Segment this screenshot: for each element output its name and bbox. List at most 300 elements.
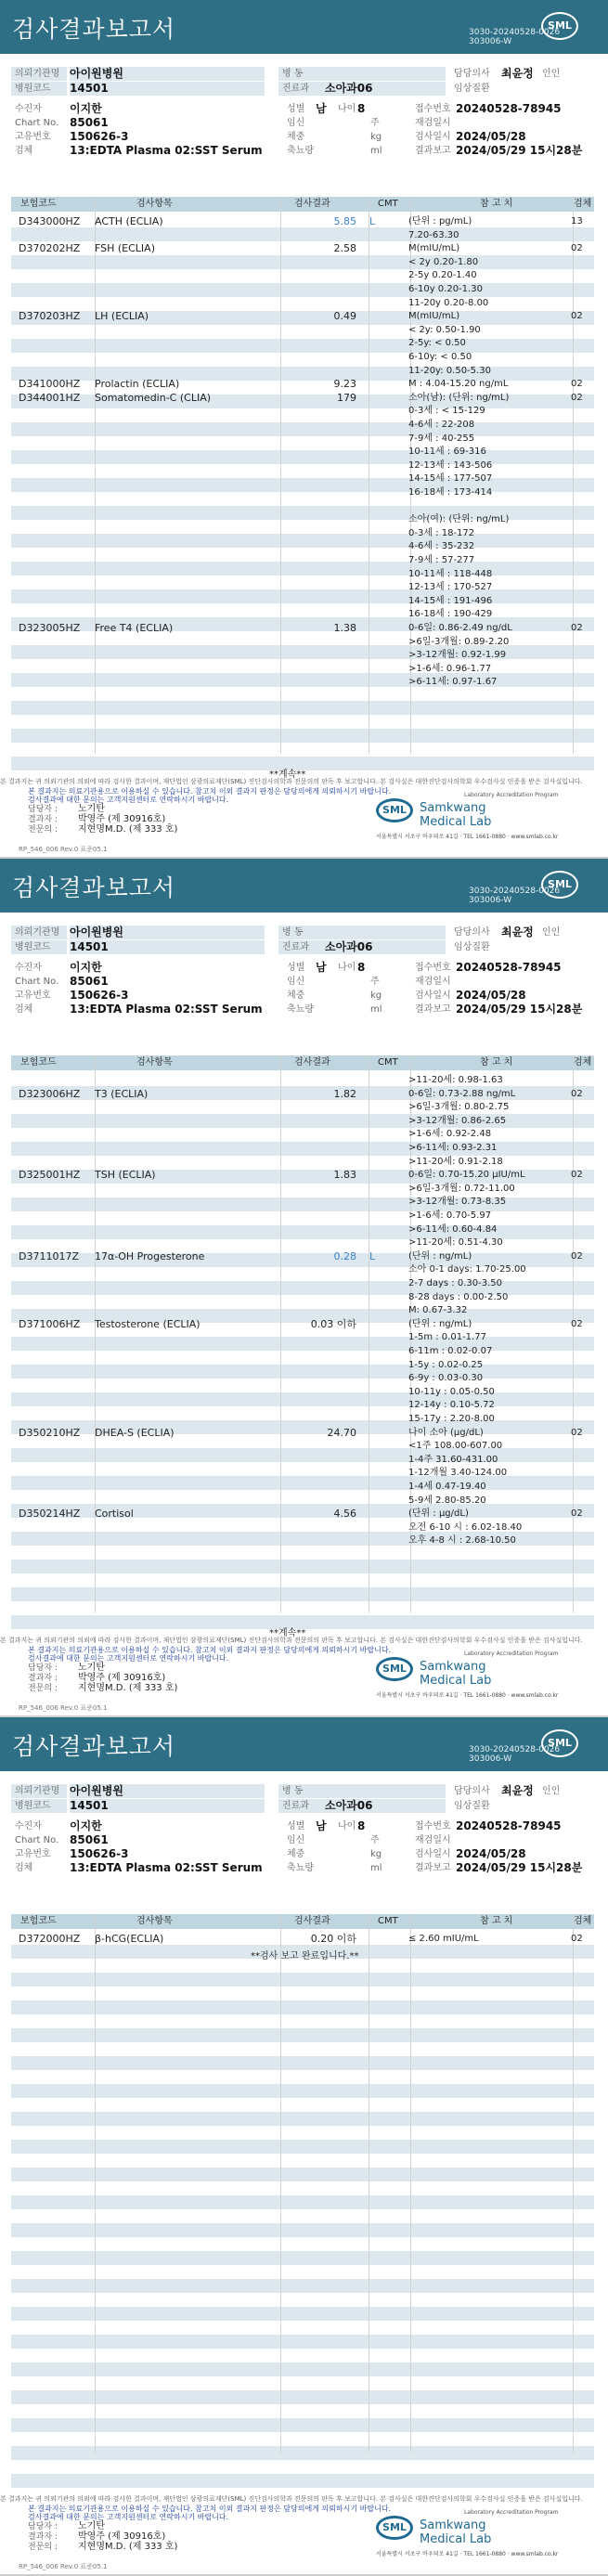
reference-line: >3-12개월: 0.86-2.65 [408,1115,507,1126]
column-divider [410,1914,411,2453]
column-header-result: 검사결과 [294,199,330,209]
column-header-chk: 검체 [574,199,592,209]
field-preg-unit: 주 [370,1835,380,1845]
reference-line: ≤ 2.60 mIU/mL [408,1934,479,1944]
test-name: TSH (ECLIA) [95,1169,156,1182]
continue-mark: **검사 보고 완료입니다.** [251,1951,359,1961]
reference-line: 16-18세 : 190-429 [408,609,493,620]
reference-line: 6-9y : 0.03-0.30 [408,1373,484,1384]
stripe-row [11,2460,594,2474]
column-header-chk: 검체 [574,1057,592,1068]
signer-doctor [28,824,177,835]
test-result: 179 [337,391,356,404]
field-urine-unit: ml [370,1004,382,1015]
reference-line: >6-11세: 0.97-1.67 [408,677,498,688]
header-code-2: 303006-W [469,1754,512,1764]
sml-logo: SML [541,12,578,40]
table-header [11,1055,594,1070]
reference-line: >11-20세: 0.91-2.18 [408,1156,503,1167]
field-recheck-label: 재검일시 [415,118,451,128]
test-name: Somatomedin-C (CLIA) [95,391,212,404]
stripe-row [11,2195,594,2209]
field-recv-label: 접수번호 [415,963,451,973]
test-name: T3 (ECLIA) [95,1087,149,1100]
stripe-row [11,2209,594,2223]
column-header-name: 검사항목 [136,1057,173,1068]
field-specimen: 13:EDTA Plasma 02:SST Serum [70,144,263,157]
note-1: 본 결과지는 의료기관용으로 이용하실 수 있습니다. 참고치 이외 결과지 판정은 담당의에게 의뢰하시기 바랍니다. [28,2505,392,2513]
stripe-row [11,1560,594,1573]
stripe-row [11,2418,594,2432]
test-result: 5.85 [333,215,356,227]
field-age: 8 [357,102,366,115]
field-sex-label: 성별 [287,104,305,114]
doctor-label: 전문의 : [28,825,58,835]
field-name-label: 수진자 [15,104,42,114]
report-page [0,859,608,1717]
field-age: 8 [357,1819,366,1832]
reference-line: 0-6일: 0.86-2.49 ng/dL [408,623,512,633]
table-header [11,197,594,212]
doctor-name: 지현명M.D. (제 333 호) [78,824,178,835]
field-urine-unit: ml [370,1863,382,1873]
tester-label: 담당자 : [28,805,58,814]
test-code: D350210HZ [19,1426,81,1439]
reference-line: 0-3세 : < 15-129 [408,406,485,417]
field-sex: 남 [316,1819,327,1832]
lab-cert: Laboratory Accreditation Program [464,2509,559,2516]
field-stamp: 인인 [542,927,561,938]
stripe-row [11,2112,594,2126]
header-code-1: 3030-20240528-0026 [469,1745,561,1754]
signer-doctor [28,1683,177,1694]
field-doctor-label: 담당의사 [454,1786,490,1796]
column-divider [95,197,96,754]
reference-line: 0-3세 : 18-172 [408,527,475,538]
reference-line: 16-18세 : 173-414 [408,487,493,498]
stripe-row [11,2279,594,2293]
field-reportdate: 2024/05/29 15시28분 [456,144,583,157]
field-weight-label: 체중 [287,1849,305,1859]
field-sex: 남 [316,102,327,115]
test-name: Free T4 (ECLIA) [95,622,174,634]
test-name: ACTH (ECLIA) [95,215,163,227]
field-testdate: 2024/05/28 [456,989,526,1002]
field-urine-label: 축뇨량 [287,1863,314,1873]
field-age-label: 나이 [338,963,356,973]
reference-line: >3-12개월: 0.92-1.99 [408,650,507,661]
field-specimen-label: 검체 [15,146,33,156]
title-band [0,859,608,913]
field-preg-label: 임신 [287,118,305,128]
stripe-row [11,1587,594,1601]
field-preg-unit: 주 [370,977,380,987]
field-chart-label: Chart No. [15,1835,59,1845]
test-code: D370202HZ [19,242,81,255]
reference-line: 소아(남): (단위: ng/mL) [408,392,510,403]
reference-line: >3-12개월: 0.73-8.35 [408,1197,507,1208]
reference-line: >6일-3개월: 0.80-2.75 [408,1102,510,1113]
field-recv: 20240528-78945 [456,102,562,115]
patient-info [0,1784,608,1903]
patient-info [0,926,608,1044]
reference-line: 11-20y 0.20-8.00 [408,297,489,308]
field-sex: 남 [316,961,327,974]
reference-line: 4-6세 : 35-232 [408,541,475,552]
stripe-row [11,2126,594,2140]
field-id: 150626-3 [70,130,129,143]
reference-line: 11-20y: 0.50-5.30 [408,365,491,376]
field-chart: 85061 [70,116,109,129]
tester-label: 담당자 : [28,2522,58,2531]
test-result: 0.03 이하 [310,1317,356,1330]
column-divider [573,197,574,754]
certify-line: 본 결과지는 귀 의뢰기관의 의뢰에 따라 검사한 결과이며, 재단법인 삼광의료재단(SML) 진단검사의학과 전문의의 판독 후 보고합니다. 본 검사실은 대한진단검사의학회 우수검사실 인증을 받은 검사실입니다. [0,778,583,785]
field-hospital-label: 의뢰기관명 [11,926,67,939]
column-header-ref: 참 고 치 [480,1916,513,1926]
field-hosp-code: 14501 [70,82,265,96]
field-chart-label: Chart No. [15,118,59,128]
field-preg-unit: 주 [370,118,380,128]
reference-line: >6-11세: 0.93-2.31 [408,1143,498,1153]
stripe-row [11,2321,594,2335]
test-specimen: 02 [571,311,583,322]
stripe-row [11,2390,594,2404]
stripe-row [11,1601,594,1615]
note-1: 본 결과지는 의료기관용으로 이용하실 수 있습니다. 참고치 이외 결과지 판정은 담당의에게 의뢰하시기 바랍니다. [28,1646,392,1654]
column-header-chk: 검체 [574,1916,592,1926]
doctor-label: 전문의 : [28,2543,58,2552]
field-ward-label: 병 동 [278,1784,325,1798]
test-specimen: 02 [571,1088,583,1099]
field-specimen-label: 검체 [15,1863,33,1873]
reference-line: 2-7 days : 0.30-3.50 [408,1278,502,1288]
test-specimen: 02 [571,1934,583,1944]
company-address: 서울특별시 서초구 바우뫼로 41길 · TEL 1661-0880 · www.smlab.co.kr [376,2551,559,2557]
field-hosp-code: 14501 [70,940,265,954]
certify-line: 본 결과지는 귀 의뢰기관의 의뢰에 따라 검사한 결과이며, 재단법인 삼광의료재단(SML) 진단검사의학과 전문의의 판독 후 보고합니다. 본 검사실은 대한진단검사의학회 우수검사실 인증을 받은 검사실입니다. [0,1637,583,1644]
reference-line: 14-15세 : 177-507 [408,473,493,485]
field-hospital-label: 의뢰기관명 [11,67,67,81]
field-hospital: 아이원병원 [70,1784,265,1798]
reference-line: (단위 : ng/mL) [408,1318,472,1329]
field-urine-label: 축뇨량 [287,1004,314,1015]
test-flag: L [369,1249,376,1262]
test-name: FSH (ECLIA) [95,242,155,255]
field-recheck [456,1833,595,1847]
title-band [0,0,608,54]
test-specimen: 02 [571,379,583,390]
test-result: 0.20 이하 [310,1933,356,1945]
column-divider [573,1055,574,1612]
test-code: D3711017Z [19,1249,79,1262]
reference-line: 10-11세 : 118-448 [408,568,493,579]
stripe-row [11,729,594,743]
column-divider [280,197,281,754]
header-code-2: 303006-W [469,37,512,46]
field-recv: 20240528-78945 [456,1819,562,1832]
reference-line: 15-17y : 2.20-8.00 [408,1414,495,1424]
reference-line: >1-6세: 0.92-2.48 [408,1129,492,1140]
stripe-row [11,701,594,715]
reference-line: 14-15세 : 191-496 [408,595,493,606]
reference-line: 12-14y : 0.10-5.72 [408,1400,495,1411]
column-header-ref: 참 고 치 [480,1057,513,1068]
reference-line: 1-4세 0.47-19.40 [408,1482,486,1492]
test-specimen: 02 [571,1318,583,1329]
lab-cert: Laboratory Accreditation Program [464,1650,559,1657]
reference-line: 12-13세 : 170-527 [408,582,493,593]
form-id: RP_546_006 Rev.0 표준05.1 [19,846,108,853]
column-header-result: 검사결과 [294,1916,330,1926]
field-ward [325,926,446,939]
field-disease-label: 임상질환 [454,1801,490,1811]
field-hosp-code-label: 병원코드 [11,940,67,954]
reference-line: M(mIU/mL) [408,311,460,322]
test-code: D371006HZ [19,1317,81,1330]
company-name: Samkwang Medical Lab [420,1660,492,1688]
test-name: DHEA-S (ECLIA) [95,1426,175,1439]
field-disease [501,940,585,954]
reference-line: (단위 : ng/mL) [408,1250,472,1262]
stripe-row [11,2446,594,2460]
reference-line: >11-20세: 0.51-4.30 [408,1237,503,1249]
field-chart: 85061 [70,975,109,988]
reference-line: >6일-3개월: 0.72-11.00 [408,1183,515,1194]
stripe-row [11,715,594,729]
reference-line: >1-6세: 0.96-1.77 [408,663,492,674]
checker-label: 결과자 : [28,815,58,824]
test-result: 4.56 [333,1508,356,1521]
reference-line: (단위 : μg/dL) [408,1508,469,1520]
field-name: 이지한 [70,1819,102,1832]
tester-label: 담당자 : [28,1663,58,1673]
test-code: D372000HZ [19,1933,81,1945]
stripe-row [11,2349,594,2362]
reference-line: 8-28 days : 0.00-2.50 [408,1291,509,1302]
report-page [0,1717,608,2576]
signer-doctor [28,2542,177,2553]
reference-line: 오후 4-8 시 : 2.68-10.50 [408,1535,516,1547]
field-urine-label: 축뇨량 [287,146,314,156]
form-id: RP_546_006 Rev.0 표준05.1 [19,1704,108,1712]
column-header-cmt: CMT [378,1057,398,1068]
field-testdate: 2024/05/28 [456,1847,526,1860]
column-header-code: 보험코드 [20,199,57,209]
field-id-label: 고유번호 [15,990,51,1001]
field-testdate-label: 검사일시 [415,132,451,142]
test-code: D344001HZ [19,391,81,404]
stripe-row [11,2168,594,2181]
stripe-row [11,1987,594,2000]
field-chart: 85061 [70,1833,109,1846]
continue-mark: **계속** [269,770,306,780]
column-header-ref: 참 고 치 [480,199,513,209]
stripe-row [11,2070,594,2084]
column-header-name: 검사항목 [136,199,173,209]
field-id: 150626-3 [70,1847,129,1860]
stripe-row [11,2432,594,2446]
form-id: RP_546_006 Rev.0 표준05.1 [19,2563,108,2570]
field-dept: 소아과06 [325,940,446,954]
table-header [11,1914,594,1929]
field-hosp-code-label: 병원코드 [11,1799,67,1813]
test-result: 1.83 [333,1169,356,1182]
field-id-label: 고유번호 [15,1849,51,1859]
reference-line: 12-13세 : 143-506 [408,460,493,471]
test-name: β-hCG(ECLIA) [95,1933,164,1945]
reference-line: 나이 소아 (μg/dL) [408,1427,484,1438]
field-ward [325,1784,446,1798]
test-result: 0.49 [333,310,356,323]
field-specimen-label: 검체 [15,1004,33,1015]
test-specimen: 02 [571,1427,583,1438]
test-result: 1.38 [333,622,356,634]
test-code: D323006HZ [19,1087,81,1100]
test-result: 24.70 [327,1426,356,1439]
field-specimen: 13:EDTA Plasma 02:SST Serum [70,1861,263,1874]
field-recv-label: 접수번호 [415,1821,451,1832]
field-specimen: 13:EDTA Plasma 02:SST Serum [70,1003,263,1016]
company-address: 서울특별시 서초구 바우뫼로 41길 · TEL 1661-0880 · www.smlab.co.kr [376,1692,559,1699]
field-testdate-label: 검사일시 [415,1849,451,1859]
report-title: 검사결과보고서 [12,874,176,901]
field-preg-label: 임신 [287,977,305,987]
stripe-row [11,2140,594,2154]
field-hosp-code-label: 병원코드 [11,82,67,96]
reference-line: < 2y: 0.50-1.90 [408,324,481,335]
field-hospital: 아이원병원 [70,67,265,81]
note-2: 검사결과에 대한 문의는 고객지원센터로 연락하시기 바랍니다. [28,796,229,804]
column-divider [95,1914,96,2453]
certify-line: 본 결과지는 귀 의뢰기관의 의뢰에 따라 검사한 결과이며, 재단법인 삼광의료재단(SML) 진단검사의학과 전문의의 판독 후 보고합니다. 본 검사실은 대한진단검사의학회 우수검사실 인증을 받은 검사실입니다. [0,2495,583,2503]
test-code: D341000HZ [19,378,81,391]
reference-line: 4-6세 : 22-208 [408,420,475,430]
patient-info [0,67,608,186]
reference-line: M : 4.04-15.20 ng/mL [408,379,509,390]
field-disease-label: 임상질환 [454,942,490,952]
stripe-row [11,2251,594,2265]
reference-line: 5-9세 2.80-85.20 [408,1495,486,1506]
note-2: 검사결과에 대한 문의는 고객지원센터로 연락하시기 바랍니다. [28,1654,229,1663]
stripe-row [11,2376,594,2390]
doctor-name: 지현명M.D. (제 333 호) [78,1683,178,1693]
reference-line: >6-11세: 0.60-4.84 [408,1223,498,1235]
reference-line: <1주 108.00-607.00 [408,1441,503,1452]
column-divider [95,1055,96,1612]
reference-line: 7.20-63.30 [408,229,459,240]
field-weight-label: 체중 [287,132,305,142]
field-recheck [456,116,595,130]
sml-bottom-logo: SML [376,1657,413,1681]
stripe-row [11,2014,594,2028]
test-name: Testosterone (ECLIA) [95,1317,201,1330]
report-title: 검사결과보고서 [12,16,176,43]
field-hospital-label: 의뢰기관명 [11,1784,67,1798]
reference-line: 1-12개월 3.40-124.00 [408,1468,508,1479]
test-name: LH (ECLIA) [95,310,149,323]
test-code: D323005HZ [19,622,81,634]
field-preg-label: 임신 [287,1835,305,1845]
doctor-name: 지현명M.D. (제 333 호) [78,2542,178,2552]
field-name-label: 수진자 [15,963,42,973]
field-age-label: 나이 [338,104,356,114]
field-hospital: 아이원병원 [70,926,265,939]
stripe-row [11,1973,594,1987]
field-hosp-code: 14501 [70,1799,265,1813]
company-name: Samkwang Medical Lab [420,2518,492,2546]
field-doctor-label: 담당의사 [454,69,490,79]
reference-line: >11-20세: 0.98-1.63 [408,1075,503,1085]
doctor-label: 전문의 : [28,1684,58,1693]
tester-name: 노기탄 [78,804,105,814]
reference-line: < 2y 0.20-1.80 [408,256,479,267]
reference-line: M: 0.67-3.32 [408,1305,468,1316]
field-name-label: 수진자 [15,1821,42,1832]
header-code-2: 303006-W [469,896,512,905]
column-header-result: 검사결과 [294,1057,330,1068]
field-ward [325,67,446,81]
stripe-row [11,2335,594,2349]
tester-name: 노기탄 [78,1663,105,1673]
company-address: 서울특별시 서초구 바우뫼로 41길 · TEL 1661-0880 · www.smlab.co.kr [376,834,559,840]
field-age: 8 [357,961,366,974]
sml-logo: SML [541,871,578,899]
note-2: 검사결과에 대한 문의는 고객지원센터로 연락하시기 바랍니다. [28,2513,229,2521]
field-stamp: 인인 [542,69,561,79]
stripe-row [11,2362,594,2376]
stripe-row [11,2307,594,2321]
field-doctor: 최윤정 [501,926,534,938]
sml-logo: SML [541,1729,578,1757]
field-doctor: 최윤정 [501,67,534,80]
test-name: Cortisol [95,1508,134,1521]
field-dept: 소아과06 [325,1799,446,1813]
stripe-row [11,2056,594,2070]
reference-line: 0-6일: 0.70-15.20 μIU/mL [408,1170,525,1181]
field-disease [501,82,585,96]
test-result: 1.82 [333,1087,356,1100]
stripe-row [11,2181,594,2195]
field-disease [501,1799,585,1813]
column-divider [573,1914,574,2453]
reference-line: 6-11m : 0.02-0.07 [408,1346,493,1356]
field-id-label: 고유번호 [15,132,51,142]
reference-line: 1-4주 31.60-431.00 [408,1454,498,1465]
column-divider [280,1914,281,2453]
test-specimen: 02 [571,1508,583,1520]
field-ward-label: 병 동 [278,67,325,81]
test-result: 2.58 [333,242,356,255]
field-reportdate-label: 결과보고 [415,1863,451,1873]
field-dept-label: 진료과 [278,1799,325,1813]
tester-name: 노기탄 [78,2521,105,2531]
field-urine-unit: ml [370,146,382,156]
field-dept-label: 진료과 [278,82,325,96]
reference-line: 오전 6-10 시 : 6.02-18.40 [408,1521,523,1533]
reference-line: 소아(여): (단위: ng/mL) [408,514,510,525]
title-band [0,1717,608,1771]
stripe-row [11,2084,594,2098]
reference-line: 7-9세 : 57-277 [408,555,475,565]
field-doctor-label: 담당의사 [454,927,490,938]
test-code: D325001HZ [19,1169,81,1182]
reference-line: 1-5y : 0.02-0.25 [408,1359,484,1370]
reference-line: 0-6일: 0.73-2.88 ng/mL [408,1088,516,1099]
test-result: 0.28 [333,1249,356,1262]
column-header-code: 보험코드 [20,1057,57,1068]
table-stripes [11,1931,594,2488]
